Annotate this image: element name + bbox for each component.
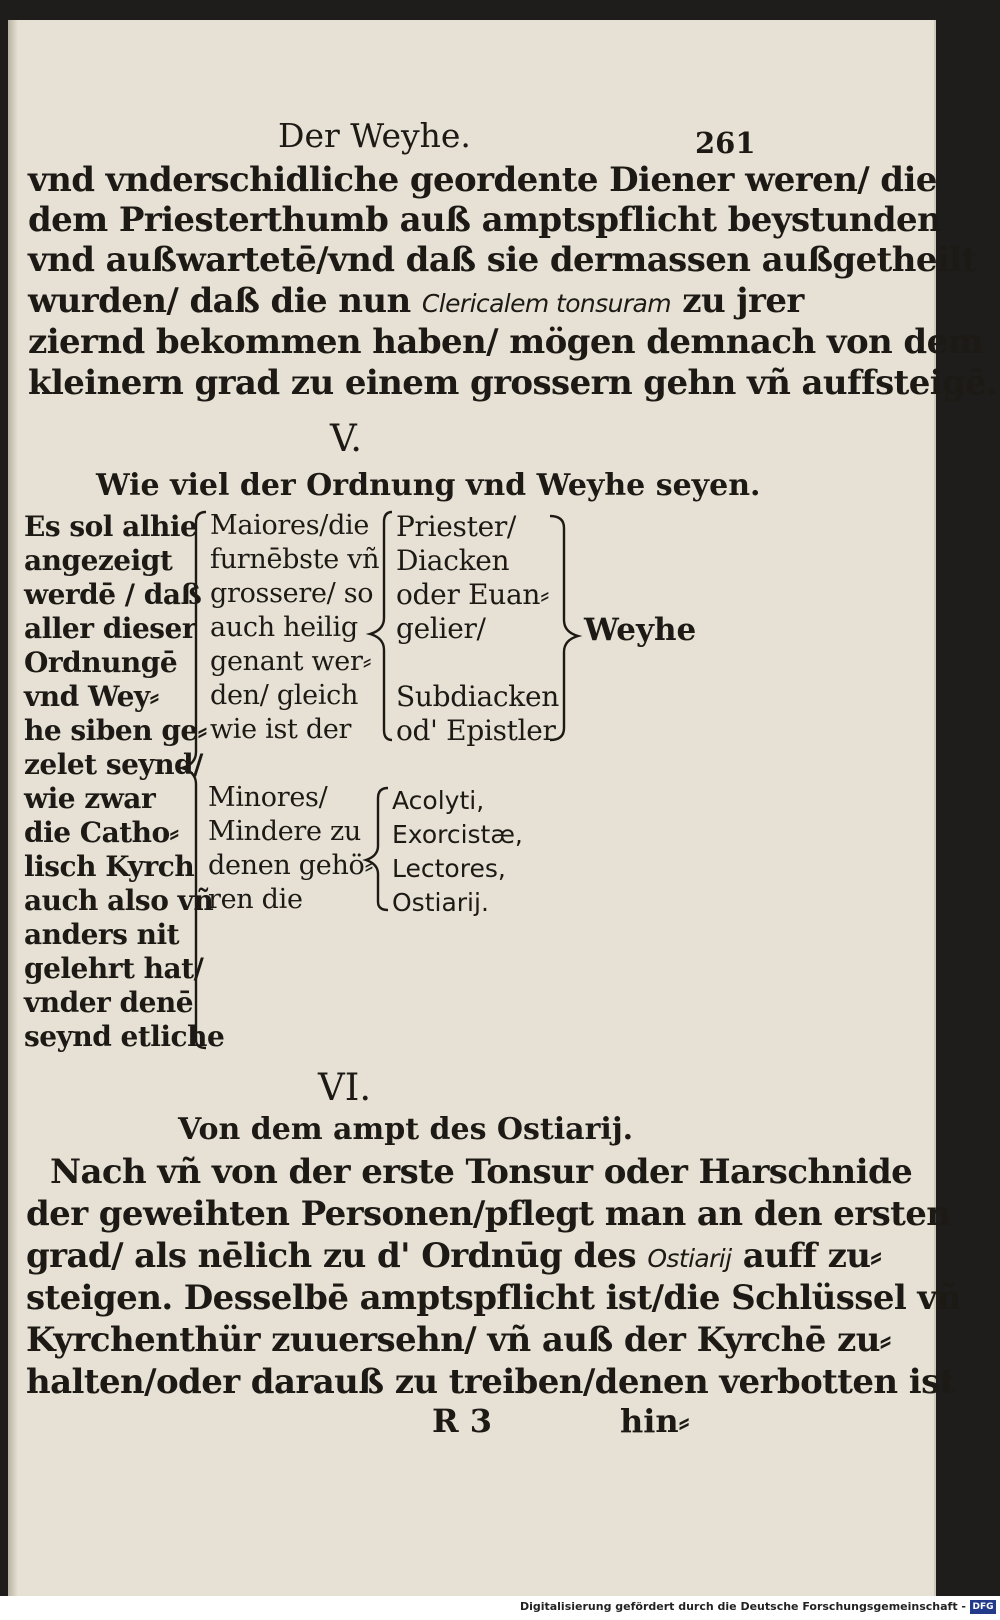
intro-line-2: dem Priesterthumb auß amptspflicht beystunden [28,200,942,240]
main-bracket [182,512,206,1048]
minor-order-item: Acolyti, [392,786,485,815]
intro-line-5: ziernd bekommen haben/ mögen demnach von dem [28,322,983,362]
minores-line: Mindere zu [208,816,362,847]
weyhe-label: Weyhe [584,612,697,648]
intro-line-4-text: wurden/ daß die nun [28,281,411,321]
catchword: hin⸗ [620,1402,690,1440]
left-col-line: vnd Wey⸗ [24,680,159,713]
intro-line-6: kleinern grad zu einem grossern gehn vñ auffsteigē. [28,363,998,403]
maiores-line: Maiores/die [210,510,370,541]
left-col-line: Ordnungē [24,646,178,679]
intro-line-3: vnd außwartetē/vnd daß sie dermassen außgetheilt [28,240,977,280]
weyhe-bracket [550,516,578,740]
left-col-line: wie zwar [24,782,156,815]
left-col-line: angezeigt [24,544,173,577]
footer-credit: Digitalisierung gefördert durch die Deutsche Forschungsgemeinschaft - [519,1600,966,1613]
left-col-line: auch also vñ [24,884,214,917]
left-col-line: aller dieser [24,612,197,645]
minores-line: ren die [208,884,303,915]
section6-line-6: halten/oder darauß zu treiben/denen verbotten ist [26,1362,955,1402]
minor-order-item: Ostiarij. [392,888,489,917]
section6-line-1: Nach vñ von der erste Tonsur oder Harschnide [50,1152,913,1192]
left-col-line: Es sol alhie [24,510,198,543]
section-number-v: V. [330,417,363,460]
minor-order-item: Lectores, [392,854,506,883]
maiores-line: auch heilig [210,612,358,643]
section6-line-4: steigen. Desselbē amptspflicht ist/die Schlüssel vñ [26,1278,961,1318]
major-order-item: oder Euan⸗ [396,578,550,611]
maiores-line: furnēbste vñ [210,544,380,575]
maiores-line: wie ist der [210,714,352,745]
latin-phrase: Clericalem tonsuram [421,289,671,318]
latin-word-ostiarij: Ostiarij [647,1244,732,1273]
maiores-line: grossere/ so [210,578,374,609]
left-col-line: lisch Kyrch [24,850,195,883]
section-number-vi: VI. [318,1066,372,1109]
major-order-item: gelier/ [396,612,486,645]
running-head: Der Weyhe. [278,116,471,155]
section6-line-3 [26,1236,881,1276]
section6-line-3-tail: auff zu⸗ [742,1236,882,1276]
left-col-line: seynd etliche [24,1020,225,1053]
dfg-logo: DFG [970,1600,996,1614]
section-title-v: Wie viel der Ordnung vnd Weyhe seyen. [96,468,761,503]
minores-line: Minores/ [208,782,328,813]
intro-line-4-tail: zu jrer [682,281,804,321]
major-order-item: Diacken [396,544,510,577]
signature-mark: R 3 [432,1402,492,1440]
left-col-line: vnder denē [24,986,194,1019]
maiores-line: genant wer⸗ [210,646,372,677]
maiores-bracket [370,512,392,740]
left-col-line: gelehrt hat/ [24,952,204,985]
section6-line-3-text: grad/ als nēlich zu d' Ordnūg des [26,1236,637,1276]
intro-line-1: vnd vnderschidliche geordente Diener weren/ die [28,160,937,200]
left-col-line: werdē / daß [24,578,202,611]
minor-order-item: Exorcistæ, [392,820,523,849]
minores-bracket [366,788,388,910]
page-number: 261 [695,126,756,160]
minores-line: denen gehö⸗ [208,850,374,881]
left-col-line: zelet seynd/ [24,748,203,781]
left-col-line: he siben ge⸗ [24,714,207,747]
maiores-line: den/ gleich [210,680,359,711]
major-order-item: od' Epistler [396,714,556,747]
section6-line-5: Kyrchenthür zuuersehn/ vñ auß der Kyrchē zu⸗ [26,1320,891,1360]
left-col-line: die Catho⸗ [24,816,179,849]
major-order-item: Priester/ [396,510,517,543]
section6-line-2: der geweihten Personen/pflegt man an den ersten [26,1194,951,1234]
major-order-item: Subdiacken [396,680,559,713]
section-title-vi: Von dem ampt des Ostiarij. [178,1112,634,1147]
left-col-line: anders nit [24,918,180,951]
